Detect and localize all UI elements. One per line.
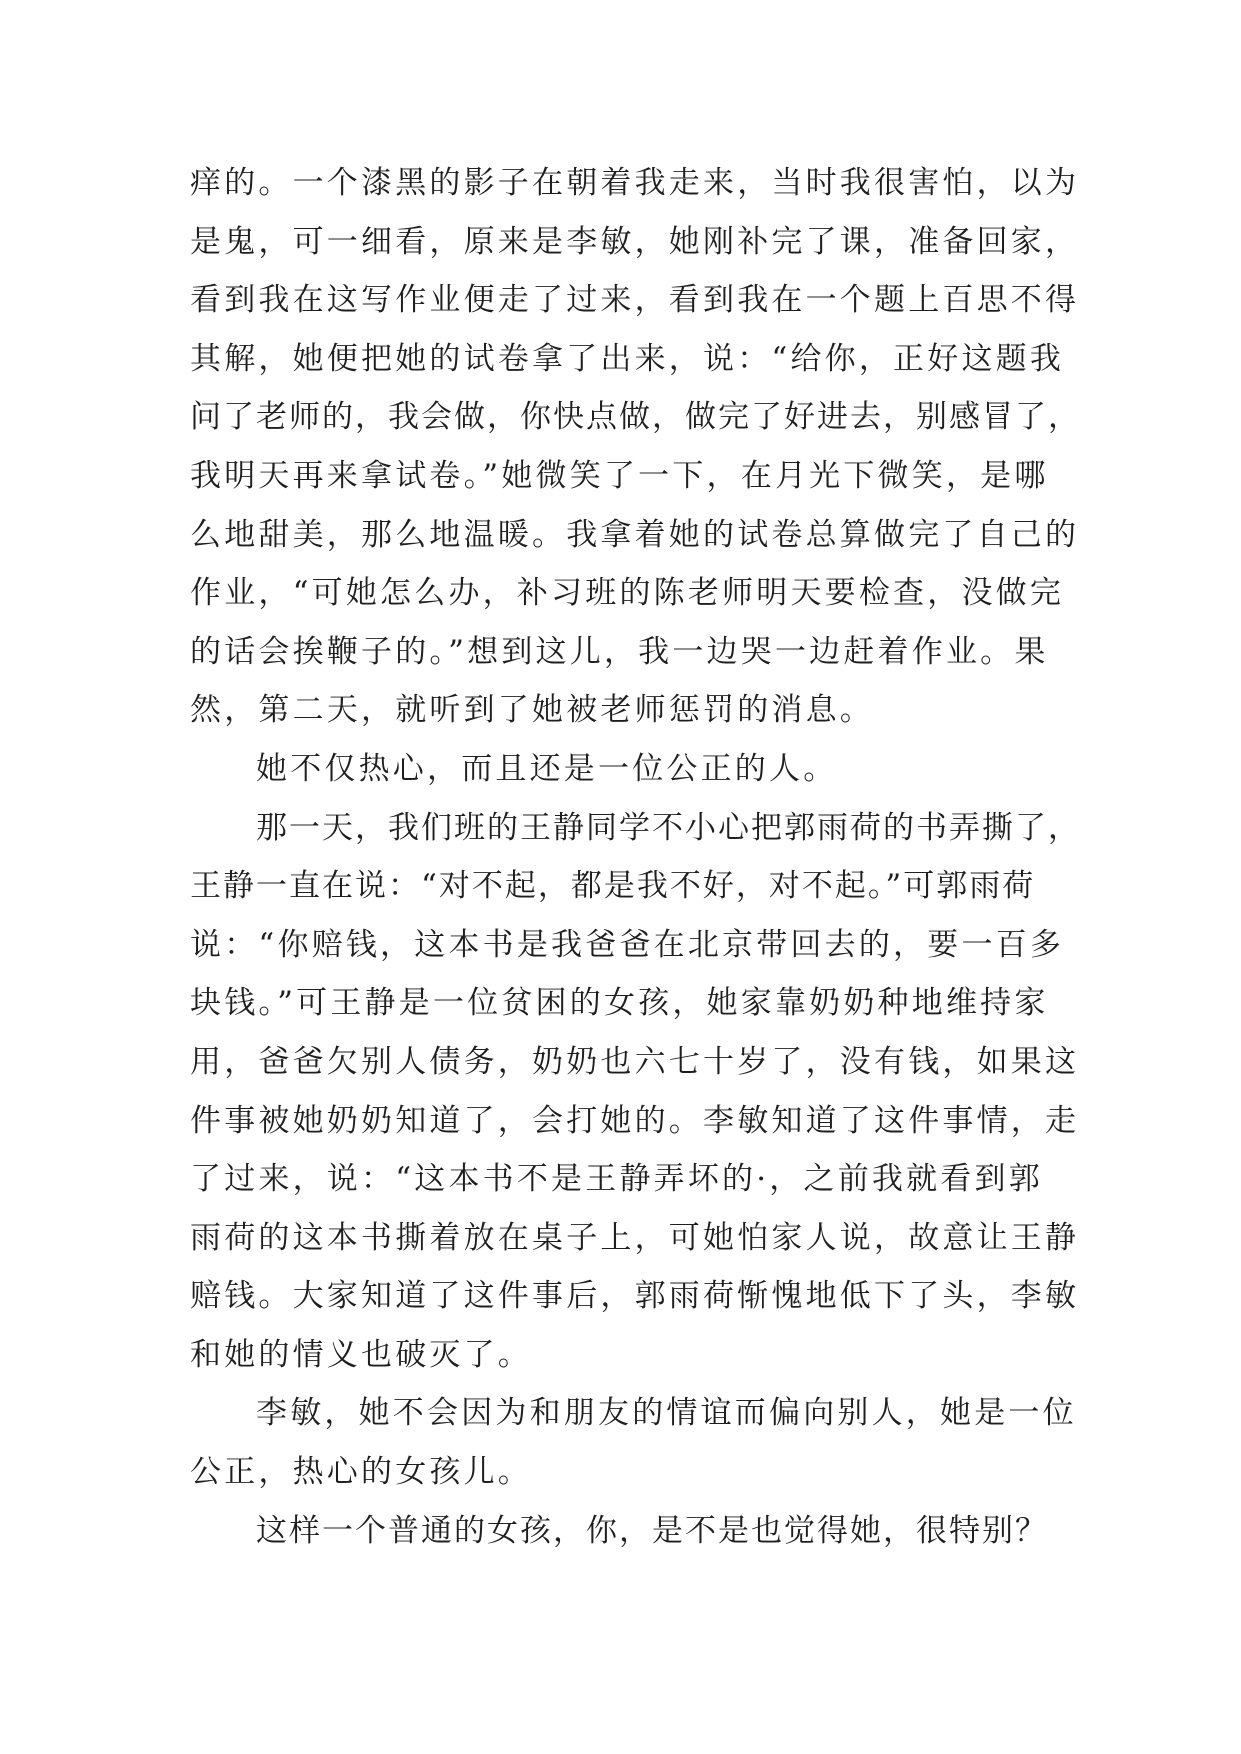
text-line: 作业，“可她怎么办，补习班的陈老师明天要检查，没做完 [190,575,1065,612]
text-line: 问了老师的，我会做，你快点做，做完了好进去，别感冒了， [190,399,1081,436]
text-line: 然，第二天，就听到了她被老师惩罚的消息。 [190,692,874,729]
paragraph-start-line: 李敏，她不会因为和朋友的情谊而偏向别人，她是一位 [256,1395,1077,1432]
text-line: 赔钱。大家知道了这件事后，郭雨荷惭愧地低下了头，李敏 [190,1278,1080,1315]
text-line: 雨荷的这本书撕着放在桌子上，可她怕家人说，故意让王静 [190,1219,1080,1256]
text-line: 我明天再来拿试卷。”她微笑了一下，在月光下微笑，是哪 [190,457,1049,494]
essay-body [190,154,1090,1560]
text-line: 么地甜美，那么地温暖。我拿着她的试卷总算做完了自己的 [190,516,1080,553]
text-line: 的话会挨鞭子的。”想到这儿，我一边哭一边赶着作业。果 [190,633,1049,670]
text-line: 痒的。一个漆黑的影子在朝着我走来，当时我很害怕，以为 [190,165,1080,201]
text-line: 说：“你赔钱，这本书是我爸爸在北京带回去的，要一百多 [190,926,1065,963]
text-line: 王静一直在说：“对不起，都是我不好，对不起。”可郭雨荷 [190,868,1036,905]
paragraph-start-line: 她不仅热心，而且还是一位公正的人。 [256,750,838,787]
text-line: 和她的情义也破灭了。 [190,1336,532,1373]
text-line: 了过来，说：“这本书不是王静弄坏的·，之前我就看到郭 [190,1161,1043,1198]
text-line: 块钱。”可王静是一位贫困的女孩，她家靠奶奶种地维持家 [190,985,1049,1022]
paragraph-start-line: 这样一个普通的女孩，你，是不是也觉得她，很特别？ [256,1512,1048,1549]
text-line: 是鬼，可一细看，原来是李敏，她刚补完了课，准备回家， [190,223,1080,260]
text-line: 其解，她便把她的试卷拿了出来，说：“给你，正好这题我 [190,340,1065,377]
paragraph-start-line: 那一天，我们班的王静同学不小心把郭雨荷的书弄撕了， [256,809,1081,846]
text-line: 件事被她奶奶知道了，会打她的。李敏知道了这件事情，走 [190,1102,1080,1139]
text-line: 公正，热心的女孩儿。 [190,1454,532,1491]
text-line: 用，爸爸欠别人债务，奶奶也六七十岁了，没有钱，如果这 [190,1043,1080,1080]
text-line: 看到我在这写作业便走了过来，看到我在一个题上百思不得 [190,282,1080,319]
